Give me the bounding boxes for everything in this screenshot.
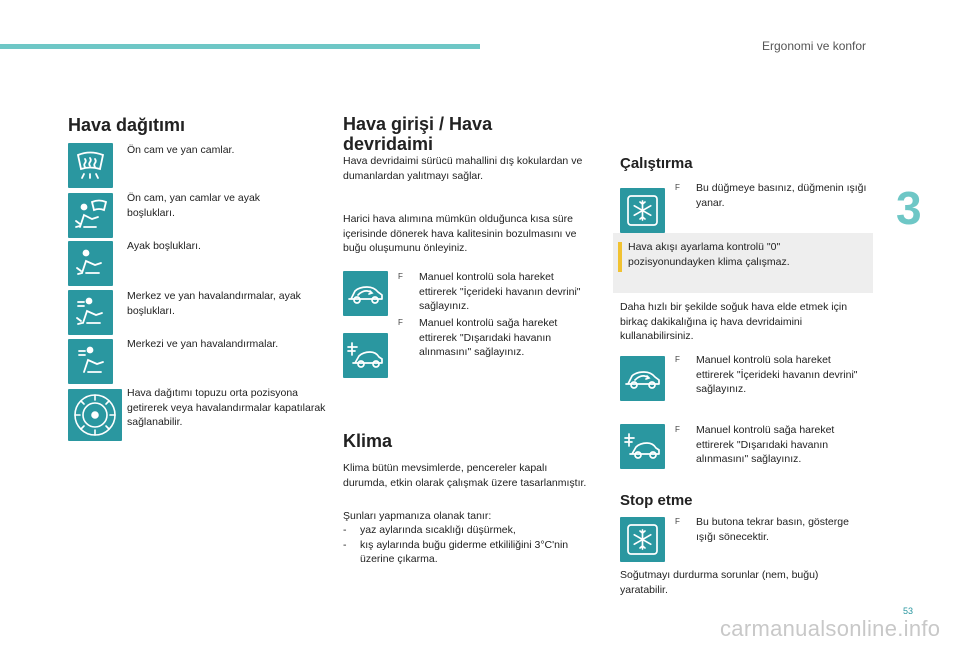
distribution-text-3: Ayak boşlukları.: [127, 240, 201, 252]
ac-intro: Şunları yapmanıza olanak tanır:: [343, 510, 492, 522]
recirculation-icon: [343, 271, 388, 316]
fresh-air-text-2: Manuel kontrolü sağa hareket ettirerek "Dışarıdaki havanın alınmasını" sağlayınız.: [696, 424, 835, 465]
stop-para: Soğutmayı durdurma sorunlar (nem, buğu) yaratabilir.: [620, 569, 819, 596]
bullet-marker: F: [398, 318, 403, 327]
feet-vent-icon: [68, 241, 113, 286]
air-intake-title-line1: Hava girişi / Hava: [343, 114, 493, 134]
fresh-air-instruction-2: [675, 423, 875, 468]
bullet-marker: F: [675, 517, 680, 526]
ac-snowflake-button-icon: [620, 188, 665, 233]
bullet-marker: F: [675, 183, 680, 192]
air-intake-title: [343, 114, 583, 154]
air-intake-para-2: Harici hava alımına mümkün olduğunca kısa süre içerisinde dönerek hava kalitesinin bozulmasını ve buğu oluşumunu önleyiniz.: [343, 213, 577, 254]
bullet-marker: F: [675, 355, 680, 364]
ac-on-instruction: [675, 181, 875, 216]
fresh-air-text: Manuel kontrolü sağa hareket ettirerek "Dışarıdaki havanın alınmasını" sağlayınız.: [419, 317, 558, 358]
windshield-defrost-icon: [68, 143, 113, 188]
windshield-feet-vent-icon: [68, 193, 113, 238]
distribution-text-6: Hava dağıtımı topuzu orta pozisyona getirerek veya havalandırmalar kapatılarak sağlanabilir.: [127, 387, 326, 428]
ac-note-text: Hava akışı ayarlama kontrolü "0" pozisyonundayken klima çalışmaz.: [628, 241, 790, 268]
ac-para: Klima bütün mevsimlerde, pencereler kapalı durumda, etkin olarak çalışmak üzere tasarlanmıştır.: [343, 462, 587, 489]
face-feet-vent-icon: [68, 290, 113, 335]
header-accent-bar: [0, 44, 480, 49]
note-marker-icon: [618, 242, 622, 272]
section-title: Ergonomi ve konfor: [762, 39, 867, 53]
distribution-text-5: Merkezi ve yan havalandırmalar.: [127, 338, 279, 350]
chapter-number: 3: [896, 182, 922, 234]
ac-snowflake-button-icon: [620, 517, 665, 562]
fresh-air-icon: [620, 424, 665, 469]
stop-title: Stop etme: [620, 492, 693, 509]
bullet-marker: F: [398, 272, 403, 281]
recirculation-text-2: Manuel kontrolü sola hareket ettirerek "İçerideki havanın devrini" sağlayınız.: [696, 354, 858, 395]
air-distribution-title: Hava dağıtımı: [68, 115, 186, 135]
air-intake-para-1: Hava devridaimi sürücü mahallini dış kokulardan ve dumanlardan yalıtmayı sağlar.: [343, 155, 583, 182]
list-item: - kış aylarında buğu giderme etkililiğini 3°C'nin üzerine çıkarma.: [343, 538, 583, 567]
fresh-air-icon: [343, 333, 388, 378]
ac-on-text: Bu düğmeye basınız, düğmenin ışığı yanar.: [696, 182, 867, 209]
recirculation-instruction-2: [675, 353, 875, 398]
operation-title: Çalıştırma: [620, 155, 693, 172]
recirculation-text: Manuel kontrolü sola hareket ettirerek "İçerideki havanın devrini" sağlayınız.: [419, 271, 581, 312]
distribution-knob-icon: [68, 389, 122, 441]
ac-note-box: [613, 233, 873, 293]
operation-para: Daha hızlı bir şekilde soğuk hava elde etmek için birkaç dakikalığına iç hava devridaimini kullanabilirsiniz.: [620, 301, 848, 342]
watermark: carmanualsonline.info: [720, 616, 941, 641]
bullet-marker: F: [675, 425, 680, 434]
face-vent-icon: [68, 339, 113, 384]
distribution-text-1: Ön cam ve yan camlar.: [127, 144, 235, 156]
recirculation-instruction: [398, 270, 588, 315]
recirculation-icon: [620, 356, 665, 401]
page-number: 53: [903, 606, 914, 616]
ac-benefits-list: [343, 523, 583, 567]
ac-off-text: Bu butona tekrar basın, gösterge ışığı sönecektir.: [696, 516, 849, 543]
distribution-text-4: Merkez ve yan havalandırmalar, ayak boşlukları.: [127, 290, 301, 317]
list-item: - yaz aylarında sıcaklığı düşürmek,: [343, 523, 583, 538]
fresh-air-instruction: [398, 316, 588, 361]
air-intake-title-line2: devridaimi: [343, 134, 434, 154]
distribution-text-2: Ön cam, yan camlar ve ayak boşlukları.: [127, 192, 261, 219]
ac-title: Klima: [343, 431, 393, 451]
ac-off-instruction: [675, 515, 875, 550]
